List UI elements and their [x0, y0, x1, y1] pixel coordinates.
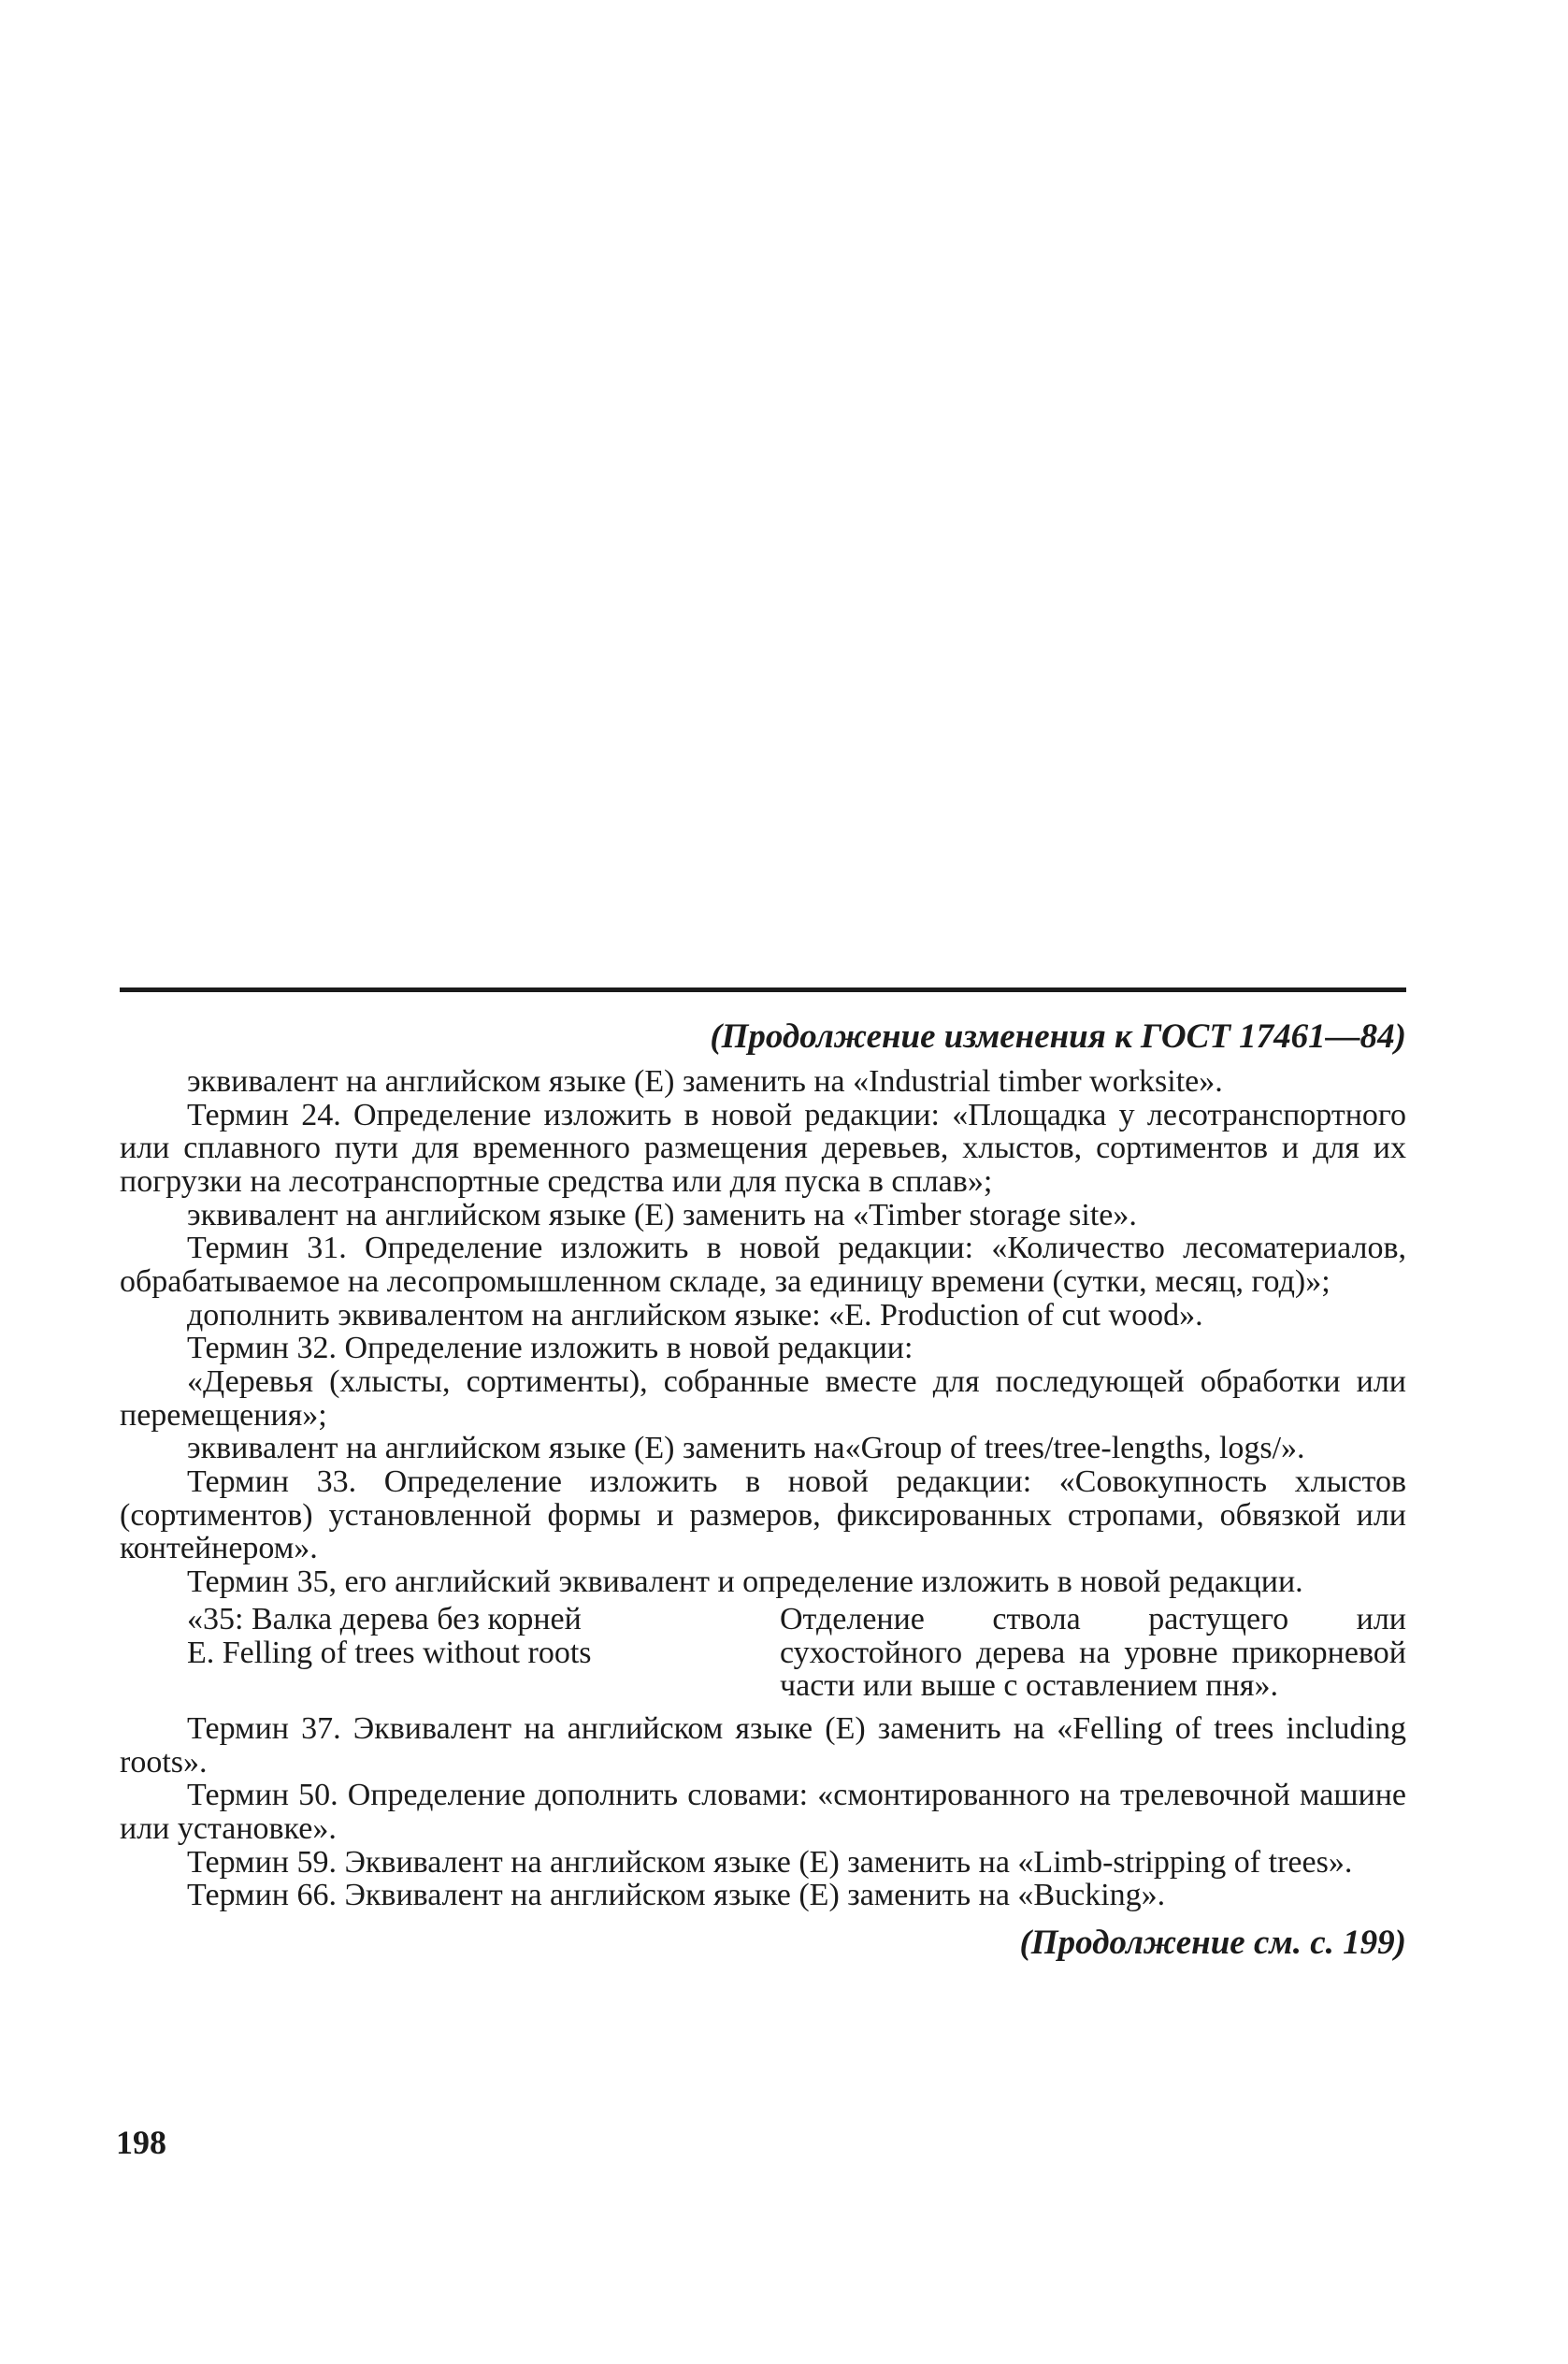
paragraph-group-equivalent: эквивалент на английском языке (E) заменить на«Group of trees/tree-lengths, logs/».	[187, 1431, 1305, 1466]
page-number: 198	[116, 2124, 166, 2161]
term-35-russian-name: «35: Валка дерева без корней	[187, 1601, 582, 1636]
term-35-name-column	[120, 1603, 748, 1703]
term-35-english-name: E. Felling of trees without roots	[187, 1635, 592, 1670]
paragraph-production-equivalent: дополнить эквивалентом на английском языке: «E. Production of cut wood».	[187, 1297, 1203, 1333]
paragraph-term-59: Термин 59. Эквивалент на английском языке (E) заменить на «Limb-stripping of trees».	[187, 1844, 1353, 1880]
paragraph-term-32-definition: «Деревья (хлысты, сортименты), собранные вместе для последующей обработки или перемещения»;	[120, 1364, 1406, 1433]
paragraph-term-37: Термин 37. Эквивалент на английском языке (E) заменить на «Felling of trees including roots».	[120, 1710, 1406, 1780]
paragraph-term-32: Термин 32. Определение изложить в новой редакции:	[187, 1331, 913, 1366]
paragraph-term-35-intro: Термин 35, его английский эквивалент и определение изложить в новой редакции.	[187, 1564, 1303, 1600]
term-35-definition-text: Отделение ствола растущего или сухостойного дерева на уровне прикорневой части или выше с оставлением пня».	[780, 1601, 1406, 1704]
continuation-footer-note: (Продолжение см. с. 199)	[1019, 1924, 1406, 1963]
paragraph-equivalent-storage: эквивалент на английском языке (E) заменить на «Timber storage site».	[187, 1197, 1137, 1232]
paragraph-term-50: Термин 50. Определение дополнить словами: «смонтированного на трелевочной машине или установке».	[120, 1778, 1406, 1846]
paragraph-term-31: Термин 31. Определение изложить в новой редакции: «Количество лесоматериалов, обрабатываемое на лесопромышленном складе, за единицу времени (сутки, месяц, год)»;	[120, 1231, 1406, 1299]
continuation-header-note: (Продолжение изменения к ГОСТ 17461—84)	[710, 1017, 1406, 1056]
paragraph-equivalent-industrial: эквивалент на английском языке (E) заменить на «Industrial timber worksite».	[187, 1063, 1223, 1099]
paragraph-term-24: Термин 24. Определение изложить в новой редакции: «Площадка у лесотранспортного или сплавного пути для временного размещения деревьев, хлыстов, сортиментов и для их погрузки на лесотранспортные средства или для пуска в сплав»;	[120, 1097, 1406, 1199]
term-35-definition-block	[120, 1603, 1406, 1703]
page-text-body	[120, 1019, 1406, 1962]
paragraph-term-66: Термин 66. Эквивалент на английском языке (E) заменить на «Bucking».	[187, 1878, 1166, 1913]
horizontal-divider-rule	[120, 987, 1406, 992]
paragraph-term-33: Термин 33. Определение изложить в новой редакции: «Совокупность хлыстов (сортиментов) установленной формы и размеров, фиксированных стропами, обвязкой или контейнером».	[120, 1464, 1406, 1566]
